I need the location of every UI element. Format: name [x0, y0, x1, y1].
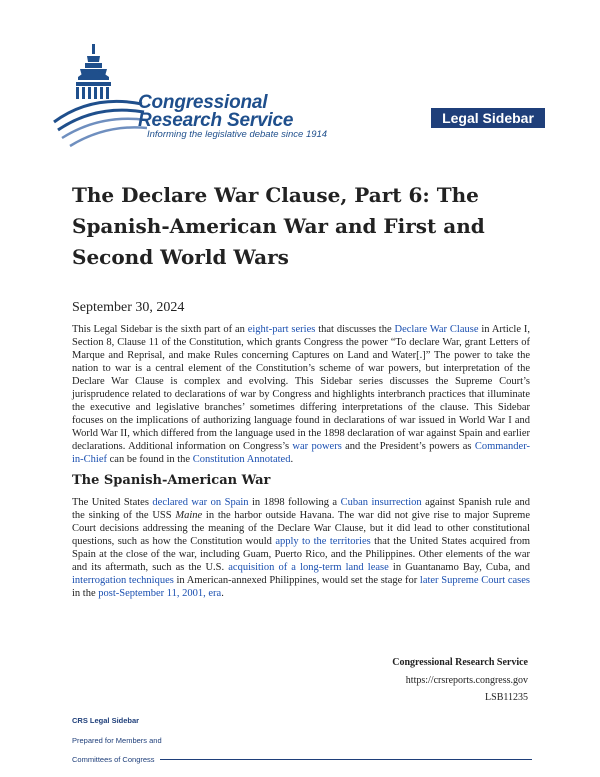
intro-text-3: in Article I, Section 8, Clause 11 of the Constitution, which grants Congress the power “To declare War, grant Letters of Marque and Reprisal, and make Rules concerning Captures on Land and Water[.]” The power to take the nation to war is a central element of the Constitution’s scheme of war powers, but interpretation of the Declare War Clause is complex and evolving. This Sidebar series discusses the Supreme Court’s jurisprudence related to declarations of war by Congress and highlights interbranch practices that illuminate the executive and legislative branches’ sometimes differing interpretations of the clause. This Sidebar focuses on the implications of authorizing language found in declarations of war issued in World War I and World War II, which differed from the language used in the 1898 declaration of war against Spain and earlier declarations. Additional information on Congress’s	[72, 324, 530, 452]
crs-logo	[52, 42, 352, 152]
section-text-2: in 1898 following a	[248, 497, 341, 508]
section-text-8: in the	[72, 588, 99, 599]
commander-in-chief-link[interactable]: Commander-in-Chief	[72, 441, 531, 465]
meta-prepared: Prepared for Members and	[72, 736, 162, 745]
section-text-5: that the United States acquired from Spain at the close of the war, including Guam, Puerto Rico, and the Philippines. Other elements of the war and its aftermath, such as the U.S.	[72, 536, 531, 573]
section-text-9: .	[221, 588, 224, 599]
section-text-6: in Guantanamo Bay, Cuba, and	[388, 562, 531, 573]
footer-code: LSB11235	[485, 692, 528, 703]
war-powers-link[interactable]: war powers	[292, 441, 342, 452]
land-lease-link[interactable]: acquisition of a long-term land lease	[228, 562, 389, 573]
meta-series: CRS Legal Sidebar	[72, 716, 140, 725]
eight-part-series-link[interactable]: eight-part series	[247, 324, 316, 335]
ship-name: Maine	[175, 510, 203, 521]
legal-sidebar-badge: Legal Sidebar	[431, 108, 545, 128]
apply-to-territories-link[interactable]: apply to the territories	[275, 536, 371, 547]
footer-url[interactable]: https://crsreports.congress.gov	[405, 675, 528, 686]
footer-org: Congressional Research Service	[392, 657, 528, 668]
capitol-dome-icon	[52, 42, 147, 152]
intro-text-4: and the President’s powers as	[341, 441, 475, 452]
constitution-annotated-link[interactable]: Constitution Annotated	[192, 454, 291, 465]
intro-text-1: This Legal Sidebar is the sixth part of an	[72, 324, 248, 335]
interrogation-techniques-link[interactable]: interrogation techniques	[72, 575, 174, 586]
intro-text-5: can be found in the	[107, 454, 193, 465]
document-title: The Declare War Clause, Part 6: The Spanish-American War and First and Second World Wars	[72, 183, 485, 269]
publication-date: September 30, 2024	[72, 300, 185, 315]
intro-text-2: that discusses the	[315, 324, 395, 335]
intro-paragraph	[72, 323, 530, 466]
cuban-insurrection-link[interactable]: Cuban insurrection	[340, 497, 422, 508]
section-paragraph	[72, 496, 530, 600]
section-text-4: in the harbor outside Havana. The war did not give rise to major Supreme Court decisions addressing the meaning of the Declare War Clause, but it did lead to other constitutional questions, such as how the Constitution would	[72, 510, 530, 547]
footer-rule	[160, 759, 532, 760]
section-text-1: The United States	[72, 497, 153, 508]
meta-committees: Committees of Congress	[72, 755, 155, 764]
later-supreme-court-cases-link[interactable]: later Supreme Court cases	[419, 575, 531, 586]
intro-text-6: .	[290, 454, 294, 465]
org-name-line2: Research Service	[138, 110, 294, 131]
section-heading: The Spanish-American War	[72, 473, 271, 488]
org-tagline: Informing the legislative debate since 1914	[147, 129, 328, 140]
declare-war-clause-link[interactable]: Declare War Clause	[394, 324, 479, 335]
org-name-line1: Congressional	[138, 92, 268, 113]
section-text-3: against Spanish rule and the sinking of the USS	[72, 497, 530, 521]
post-september-11-link[interactable]: post-September 11, 2001, era	[98, 588, 222, 599]
declared-war-on-spain-link[interactable]: declared war on Spain	[152, 497, 249, 508]
section-text-7: in American-annexed Philippines, would set the stage for	[173, 575, 420, 586]
